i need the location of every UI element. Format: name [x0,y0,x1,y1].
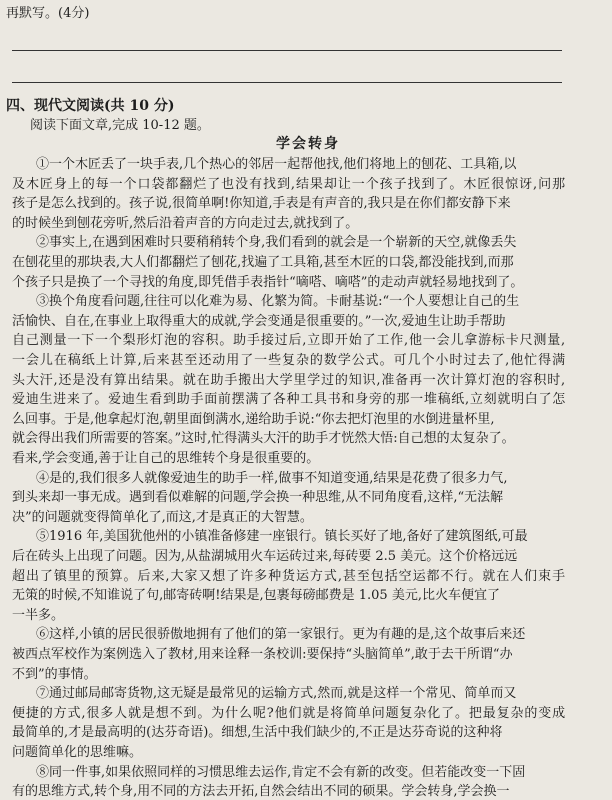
article-line: 及木匠身上的每一个口袋都翻烂了也没有找到,结果却让一个孩子找到了。木匠很惊讶,问那 [12,176,567,192]
article-line: 头大汗,还是没有算出结果。就在助手搬出大学里学过的知识,准备再一次计算灯泡的容积时, [12,372,567,388]
answer-line-1 [12,50,562,51]
article-line: 个孩子只是换了一个寻找的角度,即凭借手表指针“嘀嗒、嘀嗒”的走动声就轻易地找到了。 [12,274,524,290]
section-instruction: 阅读下面文章,完成 10-12 题。 [30,118,210,133]
article-line: 活愉快、自在,在事业上取得重大的成就,学会变通是很重要的。”一次,爱迪生让助手帮助 [12,313,506,329]
article-line: 爱迪生进来了。爱迪生看到助手面前摆满了各种工具书和身旁的那一堆稿纸,立刻就明白了怎 [12,392,566,408]
top-instruction: 再默写。(4分) [6,6,90,21]
article-line: 到头来却一事无成。遇到看似难解的问题,学会换一种思维,从不同角度看,这样,“无法解 [12,490,504,506]
article-line: 最简单的,才是最高明的(达芬奇语)。细想,生活中我们缺少的,不正是达芬奇说的这种将 [12,725,503,741]
article-title: 学会转身 [276,136,340,152]
article-line: 自己测量一下一个梨形灯泡的容积。助手接过后,立即开始了工作,他一会儿拿游标卡尺测量, [12,333,567,349]
article-line: ⑧同一件事,如果依照同样的习惯思维去运作,肯定不会有新的改变。但若能改变一下固 [36,764,526,780]
article-line: 看来,学会变通,善于让自己的思维转个身是很重要的。 [12,451,320,466]
article-line: 超出了镇里的预算。后来,大家又想了许多种货运方式,甚至包括空运都不行。就在人们束手 [12,568,567,584]
article-line: 一会儿在稿纸上计算,后来甚至还动用了一些复杂的数学公式。可几个小时过去了,他忙得满 [12,353,567,368]
section-heading: 四、现代文阅读(共 10 分) [6,98,175,114]
article-line: 一半多。 [12,607,65,623]
article-line: ⑤1916 年,美国犹他州的小镇准备修建一座银行。镇长买好了地,备好了建筑图纸,可最 [36,529,528,545]
article-line: 被西点军校作为案例选入了教材,用来诠释一条校训:要保持“头脑简单”,敢于去干所谓“办 [12,647,513,662]
article-line: 在刨花里的那块表,大人们都翻烂了刨花,找遍了工具箱,甚至木匠的口袋,都没能找到,而那 [12,255,514,270]
article-line: 后在砖头上出现了问题。因为,从盐湖城用火车运砖过来,每砖要 2.5 美元。这个价格远远 [12,549,518,564]
article-line: 孩子是怎么找到的。孩子说,很简单啊!你知道,手表是有声音的,我只是在你们都安静下来 [12,196,511,212]
article-line: ②事实上,在遇到困难时只要稍稍转个身,我们看到的就会是一个崭新的天空,就像丢失 [36,235,517,251]
article-line: 么回事。于是,他拿起灯泡,朝里面倒满水,递给助手说:“你去把灯泡里的水倒进量杯里, [12,411,495,427]
article-line: 决”的问题就变得简单化了,而这,才是真正的大智慧。 [12,509,313,525]
article-line: 的时候坐到刨花旁听,然后沿着声音的方向走过去,就找到了。 [12,215,359,231]
article-line: 无策的时候,不知谁说了句,邮寄砖啊!结果是,包裹每磅邮费是 1.05 美元,比火车便宜了 [12,588,500,604]
article-line: ③换个角度看问题,往往可以化难为易、化繁为简。卡耐基说:“一个人要想让自己的生 [36,294,520,310]
article-line: ①一个木匠丢了一块手表,几个热心的邻居一起帮他找,他们将地上的刨花、工具箱,以 [36,157,517,172]
answer-line-2 [12,82,562,83]
article-line: ⑥这样,小镇的居民很骄傲地拥有了他们的第一家银行。更为有趣的是,这个故事后来还 [36,627,526,643]
article-line: ⑦通过邮局邮寄货物,这无疑是最常见的运输方式,然而,就是这样一个常见、简单而又 [36,686,517,702]
article-line: 就会得出我们所需要的答案。”这时,忙得满头大汗的助手才恍然大悟:自己想的太复杂了。 [12,431,515,447]
article-line: 问题简单化的思维嘛。 [12,745,143,760]
article-line: 有的思维方式,转个身,用不同的方法去开拓,自然会结出不同的硕果。学会转身,学会换一 [12,784,510,800]
article-line: 不到”的事情。 [12,666,97,682]
article-line: ④是的,我们很多人就像爱迪生的助手一样,做事不知道变通,结果是花费了很多力气, [36,470,508,486]
article-line: 便捷的方式,很多人就是想不到。为什么呢?他们就是将简单问题复杂化了。把最复杂的变成 [12,705,566,721]
